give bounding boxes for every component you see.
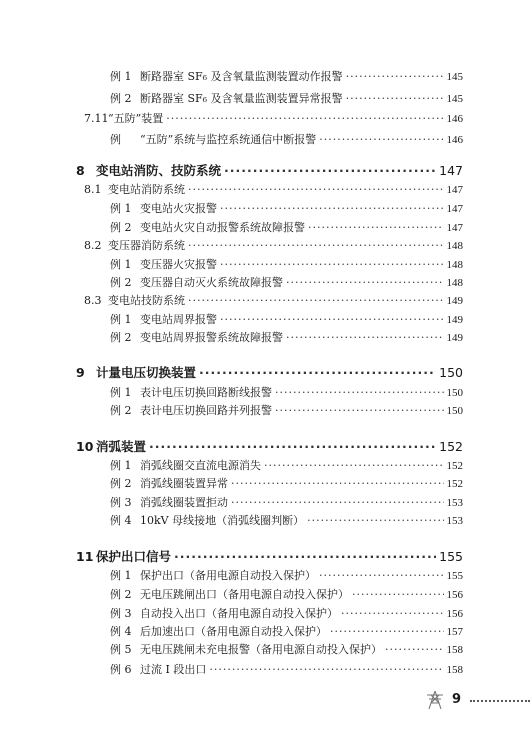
toc-example-entry[interactable] [110,386,463,400]
toc-entry-title: 表计电压切换回路断线报警 [140,386,272,399]
toc-entry-number: 例 4 [110,514,132,527]
toc-page-number: 145 [446,93,463,105]
toc-entry-number: 8.1 [84,183,102,196]
dot-leader [231,477,444,491]
toc-example-entry[interactable] [110,133,463,147]
dot-leader [199,366,436,380]
toc-entry-title: 变电站周界报警系统故障报警 [140,331,283,344]
toc-page-number: 153 [446,515,463,527]
toc-chapter-entry[interactable] [76,164,463,178]
toc-page-number: 145 [446,71,463,83]
dot-leader [174,550,436,564]
toc-entry-number: 例 1 [110,569,132,582]
dot-leader [224,164,436,178]
toc-chapter-entry[interactable] [76,440,463,454]
toc-entry-title: 变电站技防系统 [108,294,185,307]
dot-leader [220,258,444,272]
dot-leader [385,643,444,657]
toc-page-number: 146 [446,113,463,125]
toc-entry-title: 无电压跳闸出口（备用电源自动投入保护） [140,588,349,601]
dot-leader [330,625,444,639]
toc-example-entry[interactable] [110,459,463,473]
toc-entry-number: 例 1 [110,70,132,83]
toc-entry-number: 例 2 [110,588,132,601]
toc-page-number: 149 [446,314,463,326]
toc-entry-number: 例 4 [110,625,132,638]
toc-entry-title: 自动投入出口（备用电源自动投入保护） [140,607,338,620]
toc-entry-title: 变电站消防系统 [108,183,185,196]
toc-example-entry[interactable] [110,92,463,106]
dot-leader [220,202,444,216]
toc-page-number: 153 [446,497,463,509]
toc-page-number: 150 [446,405,463,417]
toc-example-entry[interactable] [110,625,463,639]
dot-leader [275,404,444,418]
toc-entry-number: 例 1 [110,258,132,271]
toc-section-entry[interactable] [84,294,463,308]
toc-page-number: 156 [446,608,463,620]
toc-entry-title: 过流 Ⅰ 段出口 [140,663,207,676]
toc-page-number: 147 [439,163,463,178]
toc-entry-number: 例 2 [110,276,132,289]
dot-leader [149,440,436,454]
toc-entry-title: 变压器自动灭火系统故障报警 [140,276,283,289]
dot-leader [286,276,444,290]
toc-example-entry[interactable] [110,221,463,235]
dot-leader [307,514,443,528]
dot-leader [264,459,444,473]
toc-example-entry[interactable] [110,404,463,418]
toc-page-number: 158 [446,644,463,656]
toc-entry-number: 例 2 [110,221,132,234]
toc-page-number: 148 [446,240,463,252]
toc-entry-number: 例 [110,133,121,146]
toc-entry-title: 计量电压切换装置 [96,365,197,380]
toc-example-entry[interactable] [110,202,463,216]
toc-page-number: 155 [446,570,463,582]
toc-example-entry[interactable] [110,588,463,602]
toc-example-entry[interactable] [110,70,463,84]
toc-page-number: 150 [439,365,463,380]
toc-page-number: 150 [446,387,463,399]
toc-entry-title: 变电站火灾自动报警系统故障报警 [140,221,305,234]
toc-page-number: 157 [446,626,463,638]
toc-chapter-entry[interactable] [76,550,463,564]
dot-leader [308,221,444,235]
toc-example-entry[interactable] [110,496,463,510]
dot-leader [341,607,444,621]
toc-entry-title: 变电站火灾报警 [140,202,217,215]
toc-entry-number: 例 5 [110,643,132,656]
toc-example-entry[interactable] [110,331,463,345]
dot-leader [231,496,444,510]
dot-leader [346,92,444,106]
dot-leader [188,294,444,308]
toc-entry-number: 例 3 [110,496,132,509]
toc-entry-number: 7.11 [84,112,109,125]
toc-entry-number: 10 [76,439,94,454]
toc-example-entry[interactable] [110,276,463,290]
toc-page-number: 158 [446,664,463,676]
toc-page-number: 148 [446,259,463,271]
dot-leader [166,112,443,126]
toc-page-number: 146 [446,134,463,146]
toc-page-number: 147 [446,184,463,196]
dot-leader [188,239,444,253]
toc-entry-title: “五防”装置 [108,112,164,125]
dot-leader [209,663,443,677]
toc-page-number: 149 [446,332,463,344]
toc-entry-number: 9 [76,365,85,380]
toc-page-number: 147 [446,203,463,215]
toc-entry-title: 断路器室 SF₆ 及含氧量监测装置动作报警 [140,70,343,83]
footer-rule [470,700,530,702]
toc-section-entry[interactable] [84,239,463,253]
toc-entry-number: 例 2 [110,404,132,417]
toc-entry-number: 8.3 [84,294,102,307]
toc-entry-title: 变压器火灾报警 [140,258,217,271]
dot-leader [275,386,444,400]
toc-page-number: 152 [439,439,463,454]
toc-entry-title: 后加速出口（备用电源自动投入保护） [140,625,327,638]
toc-page-number: 149 [446,295,463,307]
toc-page-number: 152 [446,460,463,472]
toc-example-entry[interactable] [110,258,463,272]
toc-entry-number: 11 [76,549,94,564]
toc-page-number: 152 [446,478,463,490]
toc-example-entry[interactable] [110,514,463,528]
toc-entry-number: 例 2 [110,331,132,344]
toc-example-entry[interactable] [110,607,463,621]
toc-entry-number: 8.2 [84,239,102,252]
toc-entry-title: “五防”系统与监控系统通信中断报警 [140,133,317,146]
toc-entry-number: 例 2 [110,477,132,490]
toc-example-entry[interactable] [110,477,463,491]
dot-leader [319,569,444,583]
toc-entry-title: 保护出口（备用电源自动投入保护） [140,569,316,582]
toc-entry-number: 例 1 [110,313,132,326]
toc-entry-title: 保护出口信号 [96,549,172,564]
toc-entry-title: 断路器室 SF₆ 及含氧量监测装置异常报警 [140,92,343,105]
toc-page-number: 148 [446,277,463,289]
toc-chapter-entry[interactable] [76,366,463,380]
toc-example-entry[interactable] [110,569,463,583]
toc-entry-title: 消弧线圈装置异常 [140,477,228,490]
toc-entry-number: 例 3 [110,607,132,620]
toc-entry-title: 无电压跳闸未充电报警（备用电源自动投入保护） [140,643,382,656]
toc-page-number: 147 [446,222,463,234]
toc-example-entry[interactable] [110,313,463,327]
toc-entry-number: 例 1 [110,202,132,215]
toc-entry-number: 8 [76,163,85,178]
toc-example-entry[interactable] [110,663,463,677]
dot-leader [352,588,444,602]
page-number: 9 [452,692,462,707]
toc-section-entry[interactable] [84,112,463,126]
toc-entry-number: 例 1 [110,459,132,472]
toc-entry-number: 例 6 [110,663,132,676]
toc-entry-title: 消弧线圈装置拒动 [140,496,228,509]
toc-entry-number: 例 1 [110,386,132,399]
toc-entry-number: 例 2 [110,92,132,105]
power-pylon-icon [424,690,446,710]
toc-entry-title: 变电站周界报警 [140,313,217,326]
toc-section-entry[interactable] [84,183,463,197]
toc-entry-title: 变电站消防、技防系统 [96,163,222,178]
dot-leader [220,313,444,327]
toc-entry-title: 表计电压切换回路并列报警 [140,404,272,417]
toc-entry-title: 10kV 母线接地（消弧线圈判断） [140,514,305,527]
toc-entry-title: 消弧线圈交直流电源消失 [140,459,261,472]
page-footer [418,690,530,712]
dot-leader [286,331,444,345]
toc-page-number: 156 [446,589,463,601]
toc-entry-title: 变压器消防系统 [108,239,185,252]
dot-leader [346,70,444,84]
toc-entry-title: 消弧装置 [96,439,147,454]
dot-leader [319,133,443,147]
toc-example-entry[interactable] [110,643,463,657]
toc-page-number: 155 [439,549,463,564]
dot-leader [188,183,444,197]
